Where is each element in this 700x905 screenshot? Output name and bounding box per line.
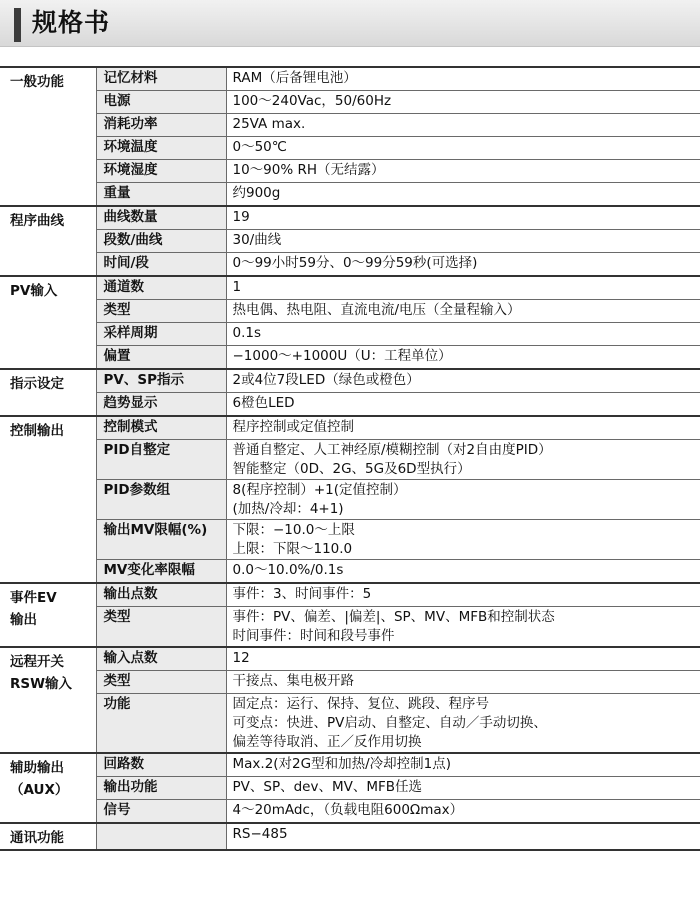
spec-row [0,671,700,694]
item-cell: 输入点数 [96,647,226,671]
item-cell: 类型 [96,300,226,323]
item-cell: PID参数组 [96,480,226,520]
value-cell: PV、SP、dev、MV、MFB任选 [226,777,700,800]
item-cell [96,823,226,850]
category-cell: 控制输出 [0,416,96,583]
item-cell: 消耗功率 [96,114,226,137]
spec-row [0,137,700,160]
item-cell: 信号 [96,800,226,824]
spec-row [0,480,700,520]
spec-row [0,583,700,607]
value-cell: RS−485 [226,823,700,850]
item-cell: MV变化率限幅 [96,560,226,584]
item-cell: 采样周期 [96,323,226,346]
value-cell: 事件：PV、偏差、|偏差|、SP、MV、MFB和控制状态 时间事件：时间和段号事件 [226,607,700,648]
category-cell: 通讯功能 [0,823,96,850]
value-cell: 下限：−10.0～上限 上限：下限～110.0 [226,520,700,560]
value-cell: 12 [226,647,700,671]
value-cell: 干接点、集电极开路 [226,671,700,694]
category-cell: 远程开关 RSW输入 [0,647,96,753]
item-cell: 曲线数量 [96,206,226,230]
value-cell: 6橙色LED [226,393,700,417]
item-cell: 输出点数 [96,583,226,607]
item-cell: PID自整定 [96,440,226,480]
spec-row [0,520,700,560]
spec-row [0,67,700,91]
spec-row [0,823,700,850]
spec-row [0,206,700,230]
item-cell: 电源 [96,91,226,114]
item-cell: 环境温度 [96,137,226,160]
spec-row [0,183,700,207]
category-cell: 程序曲线 [0,206,96,276]
spec-table-body [0,67,700,850]
item-cell: 类型 [96,607,226,648]
spec-row [0,230,700,253]
item-cell: 通道数 [96,276,226,300]
value-cell: 事件：3、时间事件：5 [226,583,700,607]
value-cell: 10～90% RH（无结露） [226,160,700,183]
item-cell: 趋势显示 [96,393,226,417]
page-title: 规格书 [32,8,111,37]
category-cell: 辅助输出 （AUX） [0,753,96,823]
value-cell: 热电偶、热电阻、直流电流/电压（全量程输入） [226,300,700,323]
item-cell: 时间/段 [96,253,226,277]
spec-row [0,323,700,346]
spec-table [0,66,700,851]
spec-row [0,777,700,800]
spec-row [0,393,700,417]
value-cell: 4～20mAdc，（负载电阻600Ωmax） [226,800,700,824]
value-cell: 固定点：运行、保持、复位、跳段、程序号 可变点：快进、PV启动、自整定、自动／手动切换、 偏差等待取消、正／反作用切换 [226,694,700,754]
category-cell: 指示设定 [0,369,96,416]
value-cell: 25VA max. [226,114,700,137]
spec-row [0,607,700,648]
item-cell: 段数/曲线 [96,230,226,253]
item-cell: PV、SP指示 [96,369,226,393]
item-cell: 类型 [96,671,226,694]
header-accent-bar [14,8,21,42]
spec-row [0,114,700,137]
category-cell: PV输入 [0,276,96,369]
item-cell: 环境湿度 [96,160,226,183]
value-cell: 8(程序控制）+1(定值控制） (加热/冷却：4+1) [226,480,700,520]
spec-row [0,753,700,777]
value-cell: 约900g [226,183,700,207]
spec-row [0,560,700,584]
item-cell: 重量 [96,183,226,207]
value-cell: 0.1s [226,323,700,346]
spec-row [0,800,700,824]
value-cell: 普通自整定、人工神经原/模糊控制（对2自由度PID） 智能整定（0D、2G、5G及6D型执行） [226,440,700,480]
spec-row [0,160,700,183]
value-cell: 100～240Vac，50/60Hz [226,91,700,114]
item-cell: 记忆材料 [96,67,226,91]
item-cell: 输出MV限幅(%) [96,520,226,560]
spec-row [0,416,700,440]
spec-row [0,647,700,671]
value-cell: Max.2(对2G型和加热/冷却控制1点) [226,753,700,777]
value-cell: 30/曲线 [226,230,700,253]
item-cell: 功能 [96,694,226,754]
category-cell: 一般功能 [0,67,96,206]
value-cell: 0～50℃ [226,137,700,160]
spec-row [0,440,700,480]
category-cell: 事件EV 输出 [0,583,96,647]
spec-row [0,276,700,300]
value-cell: −1000～+1000U（U：工程单位） [226,346,700,370]
item-cell: 控制模式 [96,416,226,440]
page-header [0,0,700,47]
spec-row [0,253,700,277]
value-cell: 程序控制或定值控制 [226,416,700,440]
value-cell: RAM（后备锂电池） [226,67,700,91]
spec-row [0,300,700,323]
spec-row [0,91,700,114]
value-cell: 1 [226,276,700,300]
value-cell: 0～99小时59分、0～99分59秒(可选择) [226,253,700,277]
spec-row [0,346,700,370]
value-cell: 0.0～10.0%/0.1s [226,560,700,584]
item-cell: 偏置 [96,346,226,370]
spec-row [0,694,700,754]
spec-row [0,369,700,393]
item-cell: 回路数 [96,753,226,777]
value-cell: 19 [226,206,700,230]
value-cell: 2或4位7段LED（绿色或橙色） [226,369,700,393]
item-cell: 输出功能 [96,777,226,800]
